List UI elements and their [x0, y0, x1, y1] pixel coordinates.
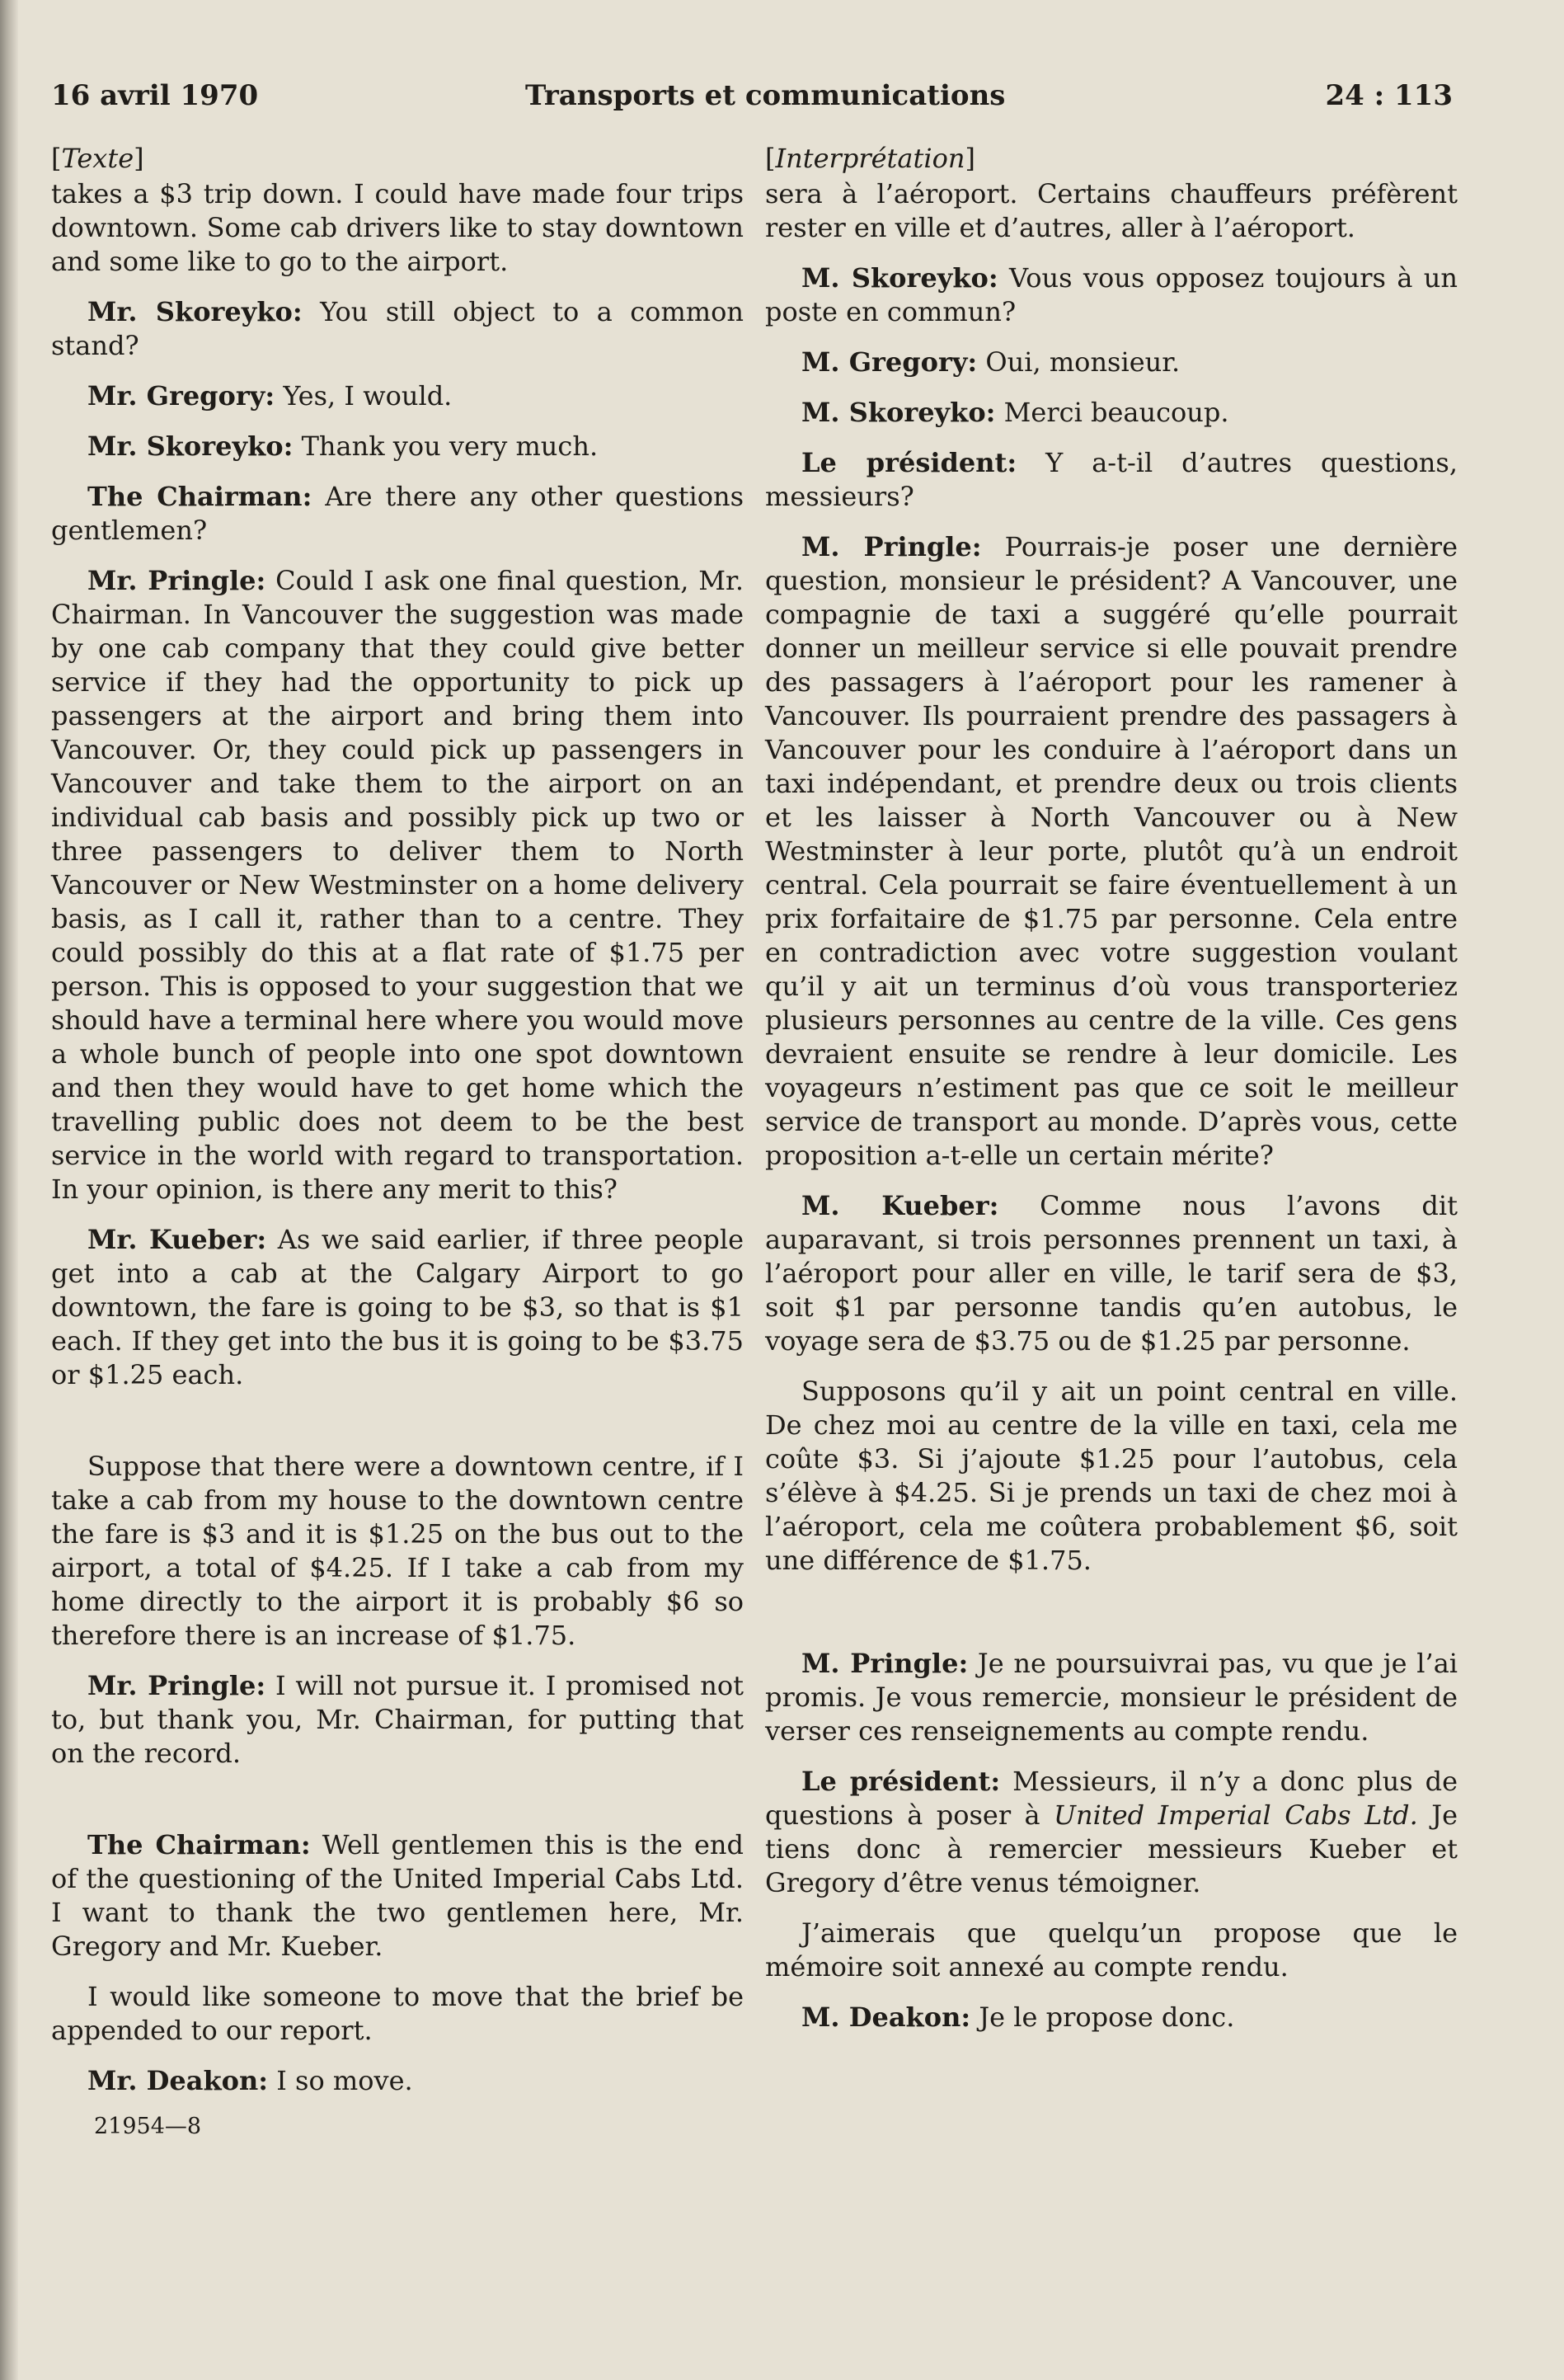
page-header — [51, 79, 1453, 129]
speaker-name: The Chairman: — [87, 481, 312, 512]
paragraph: M. Pringle: Je ne poursuivrai pas, vu que je l’ai promis. Je vous remercie, monsieur le président de verser ces renseignements au compte rendu. — [765, 1648, 1458, 1747]
footnote-signature: 21954—8 — [94, 2114, 202, 2139]
paragraph: M. Pringle: Pourrais-je poser une dernière question, monsieur le président? A Vancouver, une compagnie de taxi a suggéré qu’elle pourrait donner un meilleur service si elle pouvait prendre des passagers à l’aéroport pour les ramener à Vancouver. Ils pourraient prendre des passagers à Vancouver pour les conduire à l’aéroport dans un taxi indépendant, et prendre deux ou trois clients et les laisser à North Vancouver ou à New Westminster à leur porte, plutôt qu’à un endroit central. Cela pourrait se faire éventuellement à un prix forfaitaire de $1.75 par personne. Cela entre en contradiction avec votre suggestion voulant qu’il y ait un terminus d’où vous transporteriez plusieurs personnes au centre de la ville. Ces gens devraient ensuite se rendre à leur domicile. Les voyageurs n’estiment pas que ce soit le meilleur service de transport au monde. D’après vous, cette proposition a-t-elle un certain mérite? — [765, 531, 1458, 1171]
paragraph: Suppose that there were a downtown centre, if I take a cab from my house to the downtown centre the fare is $3 and it is $1.25 on the bus out to the airport, a total of $4.25. If I take a cab from my home directly to the airport it is probably $6 so therefore there is an increase of $1.75. — [51, 1451, 744, 1651]
paragraph: Mr. Deakon: I so move. — [87, 2065, 413, 2096]
speaker-name: Mr. Skoreyko: — [87, 296, 303, 327]
paragraph: M. Gregory: Oui, monsieur. — [801, 346, 1181, 378]
paragraph: M. Skoreyko: Merci beaucoup. — [801, 397, 1229, 428]
spacer — [765, 1594, 1458, 1647]
paragraph: Mr. Skoreyko: Thank you very much. — [87, 430, 599, 462]
speaker-name: Mr. Pringle: — [87, 565, 266, 596]
speaker-name: M. Skoreyko: — [801, 397, 996, 428]
spacer — [51, 1787, 744, 1828]
speaker-name: M. Deakon: — [801, 2001, 971, 2033]
speaker-name: Mr. Deakon: — [87, 2065, 269, 2096]
paragraph: takes a $3 trip down. I could have made four trips downtown. Some cab drivers like to stay downtown and some like to go to the airport. — [51, 178, 744, 277]
header-title: Transports et communications — [525, 79, 1006, 112]
paragraph: M. Kueber: Comme nous l’avons dit auparavant, si trois personnes prennent un taxi, à l’aéroport pour aller en ville, le tarif sera de $3, soit $1 par personne tandis qu’en autobus, le voyage sera de $3.75 ou de $1.25 par personne. — [765, 1190, 1458, 1357]
french-interpretation-column — [765, 142, 1458, 2051]
page-spine-shadow — [0, 0, 18, 2380]
english-text-column — [51, 142, 744, 2143]
paragraph: Le président: Messieurs, il n’y a donc plus de questions à poser à United Imperial Cabs Ltd. Je tiens donc à remercier messieurs Kueber et Gregory d’être venus témoigner. — [765, 1766, 1458, 1898]
speaker-name: M. Pringle: — [801, 1648, 969, 1679]
paragraph: J’aimerais que quelqu’un propose que le mémoire soit annexé au compte rendu. — [765, 1917, 1458, 1983]
speaker-name: The Chairman: — [87, 1829, 311, 1860]
speaker-name: M. Kueber: — [801, 1190, 999, 1221]
spacer — [51, 1409, 744, 1450]
paragraph: Le président: Y a-t-il d’autres questions, messieurs? — [765, 447, 1458, 512]
paragraph: I would like someone to move that the brief be appended to our report. — [51, 1981, 744, 2046]
speaker-name: Mr. Gregory: — [87, 380, 275, 412]
speaker-name: M. Pringle: — [801, 531, 982, 562]
speaker-name: Le président: — [801, 1766, 1001, 1797]
speaker-name: Mr. Skoreyko: — [87, 430, 294, 462]
paragraph: The Chairman: Are there any other questions gentlemen? — [51, 481, 744, 546]
paragraph: Mr. Skoreyko: You still object to a common stand? — [51, 296, 744, 361]
speaker-name: M. Skoreyko: — [801, 262, 998, 294]
column-label-texte: [Texte] — [51, 143, 144, 174]
header-page-number: 24 : 113 — [1325, 79, 1453, 112]
speaker-name: M. Gregory: — [801, 346, 978, 378]
paragraph: Mr. Kueber: As we said earlier, if three people get into a cab at the Calgary Airport to go downtown, the fare is going to be $3, so that is $1 each. If they get into the bus it is going to be $3.75 or $1.25 each. — [51, 1224, 744, 1390]
column-label-interpretation: [Interprétation] — [765, 143, 975, 174]
paragraph: Supposons qu’il y ait un point central en ville. De chez moi au centre de la ville en taxi, cela me coûte $3. Si j’ajoute $1.25 pour l’autobus, cela s’élève à $4.25. Si je prends un taxi de chez moi à l’aéroport, cela me coûtera probablement $6, soit une différence de $1.75. — [765, 1376, 1458, 1576]
speaker-name: Mr. Kueber: — [87, 1224, 267, 1255]
paragraph: The Chairman: Well gentlemen this is the end of the questioning of the United Imperial Cabs Ltd. I want to thank the two gentlemen here, Mr. Gregory and Mr. Kueber. — [51, 1829, 744, 1962]
paragraph: Mr. Pringle: Could I ask one final question, Mr. Chairman. In Vancouver the suggestion was made by one cab company that they could give better service if they had the opportunity to pick up passengers at the airport and bring them into Vancouver. Or, they could pick up passengers in Vancouver and take them to the airport on an individual cab basis and possibly pick up two or three passengers to deliver them to North Vancouver or New Westminster on a home delivery basis, as I call it, rather than to a centre. They could possibly do this at a flat rate of $1.75 per person. This is opposed to your suggestion that we should have a terminal here where you would move a whole bunch of people into one spot downtown and then they would have to get home which the travelling public does not deem to be the best service in the world with regard to transportation. In your opinion, is there any merit to this? — [51, 565, 744, 1205]
paragraph: M. Skoreyko: Vous vous opposez toujours à un poste en commun? — [765, 262, 1458, 327]
speaker-name: Le président: — [801, 447, 1017, 478]
paragraph: sera à l’aéroport. Certains chauffeurs préfèrent rester en ville et d’autres, aller à l’aéroport. — [765, 178, 1458, 243]
paragraph: M. Deakon: Je le propose donc. — [801, 2001, 1235, 2033]
paragraph: Mr. Gregory: Yes, I would. — [87, 380, 453, 412]
paragraph: Mr. Pringle: I will not pursue it. I promised not to, but thank you, Mr. Chairman, for putting that on the record. — [51, 1670, 744, 1769]
speaker-name: Mr. Pringle: — [87, 1670, 266, 1701]
company-name: United Imperial Cabs Ltd. — [1054, 1799, 1418, 1831]
header-date: 16 avril 1970 — [51, 79, 259, 112]
